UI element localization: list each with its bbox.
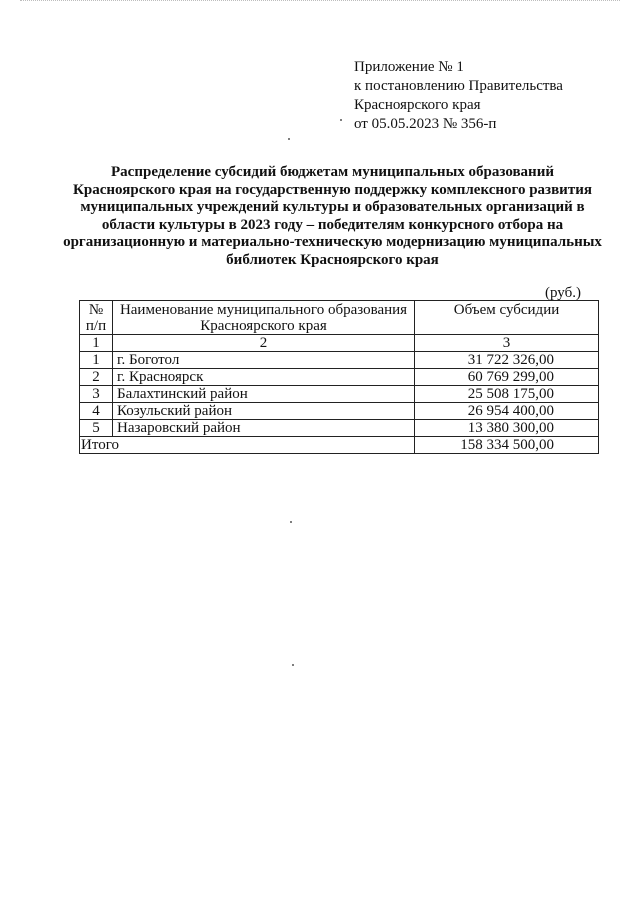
- table-total-row: [80, 437, 599, 454]
- subsidy-table: [79, 300, 599, 454]
- scan-speck: [340, 119, 342, 121]
- row-municipality: г. Боготол: [113, 352, 415, 369]
- header-municipality: Наименование муниципального образования Красноярского края: [113, 301, 415, 335]
- row-number: 2: [80, 369, 113, 386]
- table-row: [80, 352, 599, 369]
- row-number: 5: [80, 420, 113, 437]
- index-cell: 1: [80, 335, 113, 352]
- header-subsidy-amount: Объем субсидии: [415, 301, 599, 335]
- row-municipality: Балахтинский район: [113, 386, 415, 403]
- scan-speck: [290, 521, 292, 523]
- appendix-number: Приложение № 1: [354, 59, 464, 75]
- row-amount: 60 769 299,00: [415, 369, 599, 386]
- row-municipality: Назаровский район: [113, 420, 415, 437]
- row-municipality: Козульский район: [113, 403, 415, 420]
- appendix-reference: к постановлению Правительства: [354, 78, 563, 94]
- document-title: Распределение субсидий бюджетам муниципальных образований Красноярского края на государственную поддержку комплексного развития муниципальных учреждений культуры и образовательных организаций в области культуры в 2023 году – победителям конкурсного отбора на организационную и материально-техническую модернизацию муниципальных библиотек Красноярского края: [63, 164, 602, 268]
- table-row: [80, 420, 599, 437]
- row-number: 1: [80, 352, 113, 369]
- scan-speck: [292, 664, 294, 666]
- scan-speck: [288, 138, 290, 140]
- table-row: [80, 386, 599, 403]
- appendix-header: [354, 58, 563, 134]
- row-amount: 25 508 175,00: [415, 386, 599, 403]
- row-municipality: г. Красноярск: [113, 369, 415, 386]
- table-index-row: [80, 335, 599, 352]
- appendix-region: Красноярского края: [354, 97, 481, 113]
- total-label: Итого: [80, 437, 415, 454]
- index-cell: 3: [415, 335, 599, 352]
- index-cell: 2: [113, 335, 415, 352]
- appendix-decree-date: от 05.05.2023 № 356-п: [354, 116, 497, 132]
- table-row: [80, 369, 599, 386]
- row-number: 3: [80, 386, 113, 403]
- header-number: № п/п: [80, 301, 113, 335]
- table-row: [80, 403, 599, 420]
- table-header-row: [80, 301, 599, 335]
- row-number: 4: [80, 403, 113, 420]
- currency-unit: (руб.): [545, 285, 581, 301]
- row-amount: 26 954 400,00: [415, 403, 599, 420]
- total-amount: 158 334 500,00: [415, 437, 599, 454]
- row-amount: 31 722 326,00: [415, 352, 599, 369]
- scan-edge-artifact: [20, 0, 620, 4]
- row-amount: 13 380 300,00: [415, 420, 599, 437]
